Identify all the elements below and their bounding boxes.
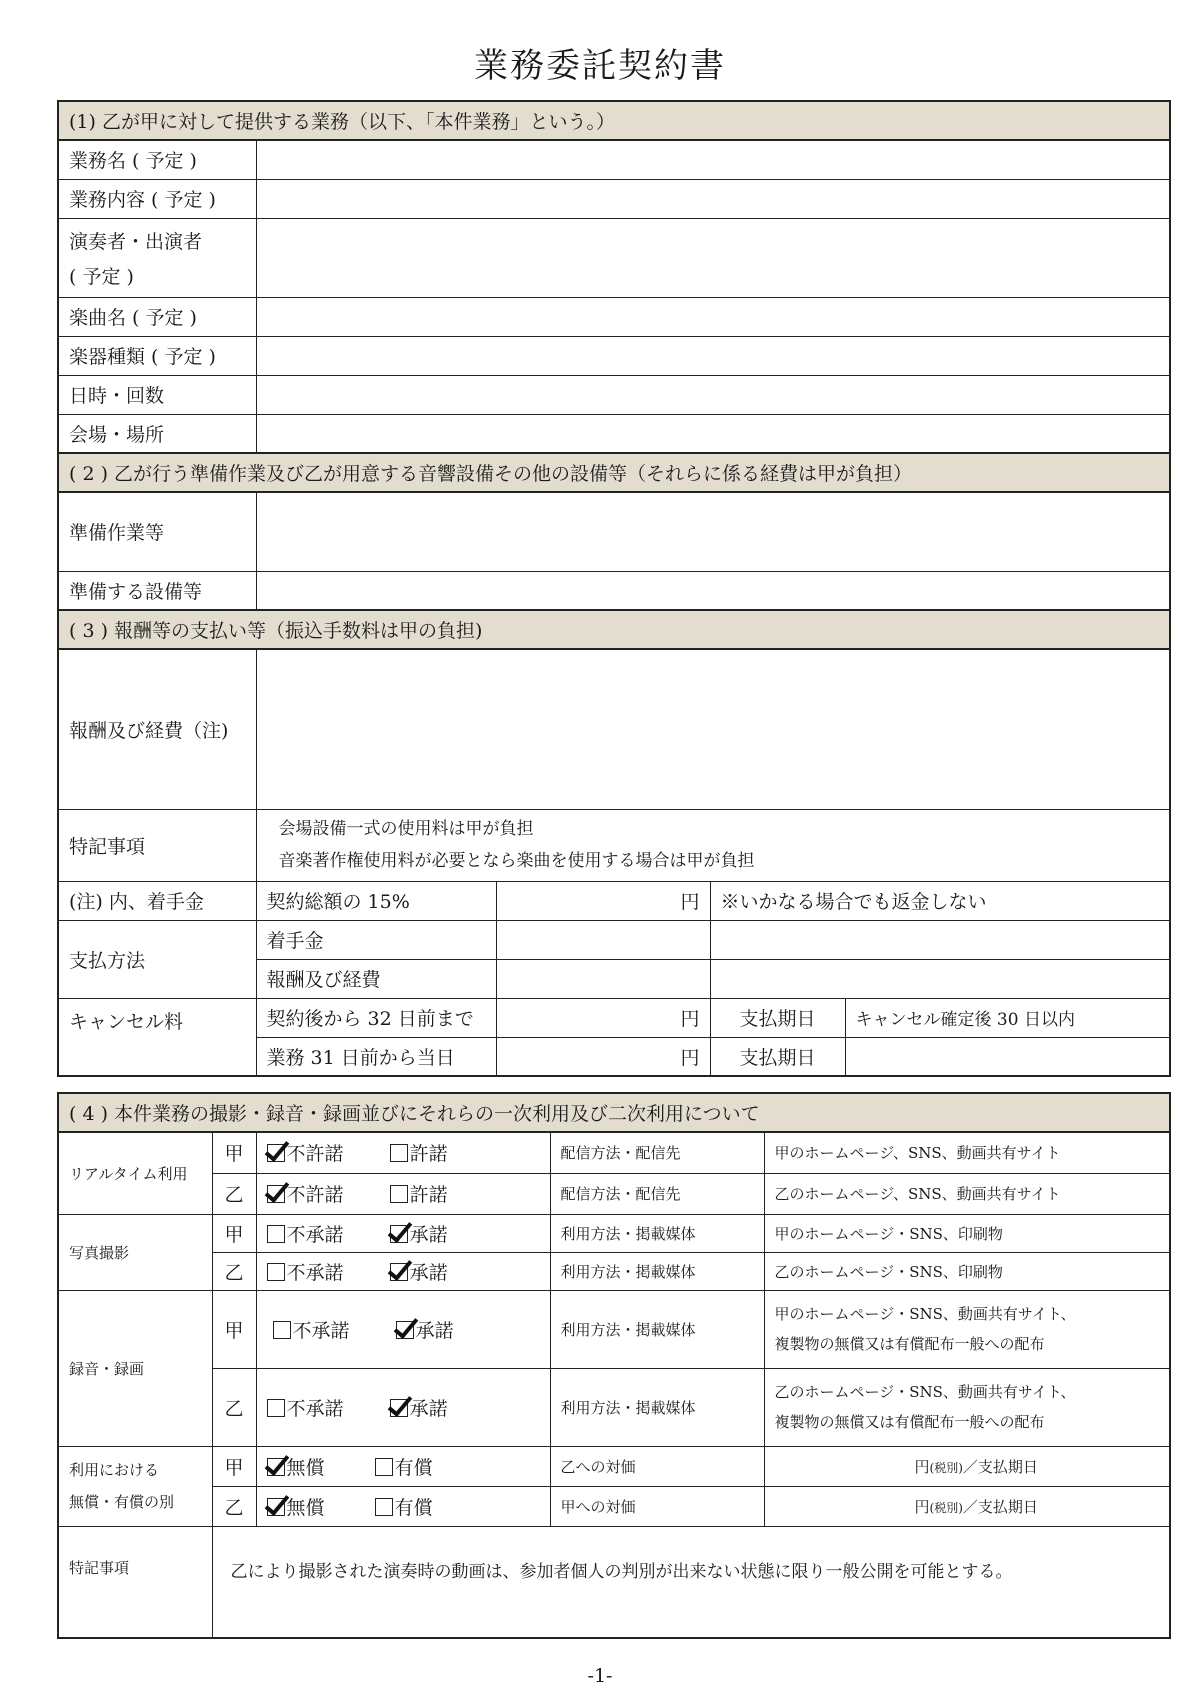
payment-item-deposit: 着手金 (256, 920, 496, 959)
equipment-field[interactable] (256, 571, 1170, 610)
recording-otsu-method-label: 利用方法・掲載媒体 (550, 1368, 764, 1446)
paid-otsu-consideration[interactable]: 円(税別)／支払期日 (764, 1486, 1170, 1526)
paid-kou-paid-checkbox[interactable] (375, 1458, 393, 1476)
datetime-label: 日時・回数 (58, 375, 256, 414)
photo-otsu-options: 不承諾 承諾 (256, 1252, 550, 1290)
photo-otsu-deny-checkbox[interactable] (267, 1263, 285, 1281)
payment-method-label: 支払方法 (58, 920, 256, 998)
deposit-label: (注) 内、着手金 (58, 881, 256, 920)
photo-kou-deny-checkbox[interactable] (267, 1225, 285, 1243)
service-name-label: 業務名 ( 予定 ) (58, 140, 256, 179)
contract-table-upper (57, 100, 1171, 1077)
photo-kou-options: 不承諾 承諾 (256, 1214, 550, 1252)
realtime-party-kou: 甲 (212, 1132, 256, 1173)
s4-notes-label: 特記事項 (58, 1526, 212, 1638)
payment-item-fee: 報酬及び経費 (256, 959, 496, 998)
document-title: 業務委託契約書 (474, 46, 726, 86)
recording-kou-method-label: 利用方法・掲載媒体 (550, 1290, 764, 1368)
realtime-kou-method: 甲のホームページ、SNS、動画共有サイト (764, 1132, 1170, 1173)
cancel-row2-desc: 業務 31 日前から当日 (256, 1037, 496, 1076)
photo-label: 写真撮影 (58, 1214, 212, 1290)
photo-party-kou: 甲 (212, 1214, 256, 1252)
photo-kou-allow-checkbox[interactable] (390, 1225, 408, 1243)
paid-kou-consideration[interactable]: 円(税別)／支払期日 (764, 1446, 1170, 1486)
cancel-row2-due-value[interactable] (845, 1037, 1170, 1076)
realtime-kou-deny-checkbox[interactable] (267, 1144, 285, 1162)
paid-otsu-consideration-label: 甲への対価 (550, 1486, 764, 1526)
instrument-field[interactable] (256, 336, 1170, 375)
performer-label: 演奏者・出演者 ( 予定 ) (58, 218, 256, 297)
cancel-row1-due-label: 支払期日 (710, 998, 845, 1037)
section4-header: ( 4 ) 本件業務の撮影・録音・録画並びにそれらの一次利用及び二次利用について (58, 1093, 1170, 1132)
recording-party-otsu: 乙 (212, 1368, 256, 1446)
page-number: -1- (587, 1665, 613, 1687)
realtime-otsu-options: 不許諾 許諾 (256, 1173, 550, 1214)
recording-kou-method: 甲のホームページ・SNS、動画共有サイト、 複製物の無償又は有償配布一般への配布 (764, 1290, 1170, 1368)
s4-notes-text: 乙により撮影された演奏時の動画は、参加者個人の判別が出来ない状態に限り一般公開を可能とする。 (212, 1526, 1170, 1638)
instrument-label: 楽器種類 ( 予定 ) (58, 336, 256, 375)
photo-otsu-method: 乙のホームページ・SNS、印刷物 (764, 1252, 1170, 1290)
recording-party-kou: 甲 (212, 1290, 256, 1368)
service-content-field[interactable] (256, 179, 1170, 218)
paid-otsu-options: 無償 有償 (256, 1486, 550, 1526)
prep-work-label: 準備作業等 (58, 492, 256, 571)
recording-otsu-allow-checkbox[interactable] (390, 1399, 408, 1417)
section3-header: ( 3 ) 報酬等の支払い等（振込手数料は甲の負担) (58, 610, 1170, 649)
cancel-row1-amount[interactable]: 円 (496, 998, 710, 1037)
song-name-label: 楽曲名 ( 予定 ) (58, 297, 256, 336)
fee-label: 報酬及び経費（注) (58, 649, 256, 809)
realtime-otsu-allow-checkbox[interactable] (390, 1185, 408, 1203)
performer-field[interactable] (256, 218, 1170, 297)
recording-kou-deny-checkbox[interactable] (273, 1321, 291, 1339)
song-name-field[interactable] (256, 297, 1170, 336)
equipment-label: 準備する設備等 (58, 571, 256, 610)
deposit-amount[interactable]: 円 (496, 881, 710, 920)
photo-party-otsu: 乙 (212, 1252, 256, 1290)
cancel-fee-label: キャンセル料 (58, 998, 256, 1076)
cancel-row1-due-value: キャンセル確定後 30 日以内 (845, 998, 1170, 1037)
paid-party-otsu: 乙 (212, 1486, 256, 1526)
datetime-field[interactable] (256, 375, 1170, 414)
payment-deposit-field[interactable] (496, 920, 710, 959)
recording-otsu-options: 不承諾 承諾 (256, 1368, 550, 1446)
recording-kou-options: 不承諾 承諾 (256, 1290, 550, 1368)
section2-header: ( 2 ) 乙が行う準備作業及び乙が用意する音響設備その他の設備等（それらに係る経費は甲が負担） (58, 453, 1170, 492)
paid-party-kou: 甲 (212, 1446, 256, 1486)
recording-otsu-method: 乙のホームページ・SNS、動画共有サイト、 複製物の無償又は有償配布一般への配布 (764, 1368, 1170, 1446)
service-name-field[interactable] (256, 140, 1170, 179)
photo-kou-method: 甲のホームページ・SNS、印刷物 (764, 1214, 1170, 1252)
deposit-remark: ※いかなる場合でも返金しない (710, 881, 1170, 920)
realtime-kou-options: 不許諾 許諾 (256, 1132, 550, 1173)
fee-field[interactable] (256, 649, 1170, 809)
paid-otsu-free-checkbox[interactable] (267, 1498, 285, 1516)
realtime-kou-method-label: 配信方法・配信先 (550, 1132, 764, 1173)
paid-kou-options: 無償 有償 (256, 1446, 550, 1486)
photo-otsu-method-label: 利用方法・掲載媒体 (550, 1252, 764, 1290)
realtime-party-otsu: 乙 (212, 1173, 256, 1214)
contract-table-usage (57, 1092, 1171, 1639)
paid-kou-free-checkbox[interactable] (267, 1458, 285, 1476)
realtime-otsu-method: 乙のホームページ、SNS、動画共有サイト (764, 1173, 1170, 1214)
realtime-kou-allow-checkbox[interactable] (390, 1144, 408, 1162)
s3-notes-text: 会場設備一式の使用料は甲が負担 音楽著作権使用料が必要となら楽曲を使用する場合は甲が負担 (256, 809, 1170, 881)
section1-header: (1) 乙が甲に対して提供する業務（以下、「本件業務」という。） (58, 101, 1170, 140)
cancel-row2-due-label: 支払期日 (710, 1037, 845, 1076)
recording-otsu-deny-checkbox[interactable] (267, 1399, 285, 1417)
payment-deposit-note[interactable] (710, 920, 1170, 959)
paid-kou-consideration-label: 乙への対価 (550, 1446, 764, 1486)
realtime-otsu-deny-checkbox[interactable] (267, 1185, 285, 1203)
payment-fee-note[interactable] (710, 959, 1170, 998)
recording-label: 録音・録画 (58, 1290, 212, 1446)
photo-kou-method-label: 利用方法・掲載媒体 (550, 1214, 764, 1252)
service-content-label: 業務内容 ( 予定 ) (58, 179, 256, 218)
payment-fee-field[interactable] (496, 959, 710, 998)
venue-field[interactable] (256, 414, 1170, 453)
deposit-desc: 契約総額の 15% (256, 881, 496, 920)
realtime-use-label: リアルタイム利用 (58, 1132, 212, 1214)
prep-work-field[interactable] (256, 492, 1170, 571)
realtime-otsu-method-label: 配信方法・配信先 (550, 1173, 764, 1214)
paid-free-label: 利用における 無償・有償の別 (58, 1446, 212, 1526)
venue-label: 会場・場所 (58, 414, 256, 453)
recording-kou-allow-checkbox[interactable] (396, 1321, 414, 1339)
photo-otsu-allow-checkbox[interactable] (390, 1263, 408, 1281)
s3-notes-label: 特記事項 (58, 809, 256, 881)
cancel-row1-desc: 契約後から 32 日前まで (256, 998, 496, 1037)
cancel-row2-amount[interactable]: 円 (496, 1037, 710, 1076)
paid-otsu-paid-checkbox[interactable] (375, 1498, 393, 1516)
